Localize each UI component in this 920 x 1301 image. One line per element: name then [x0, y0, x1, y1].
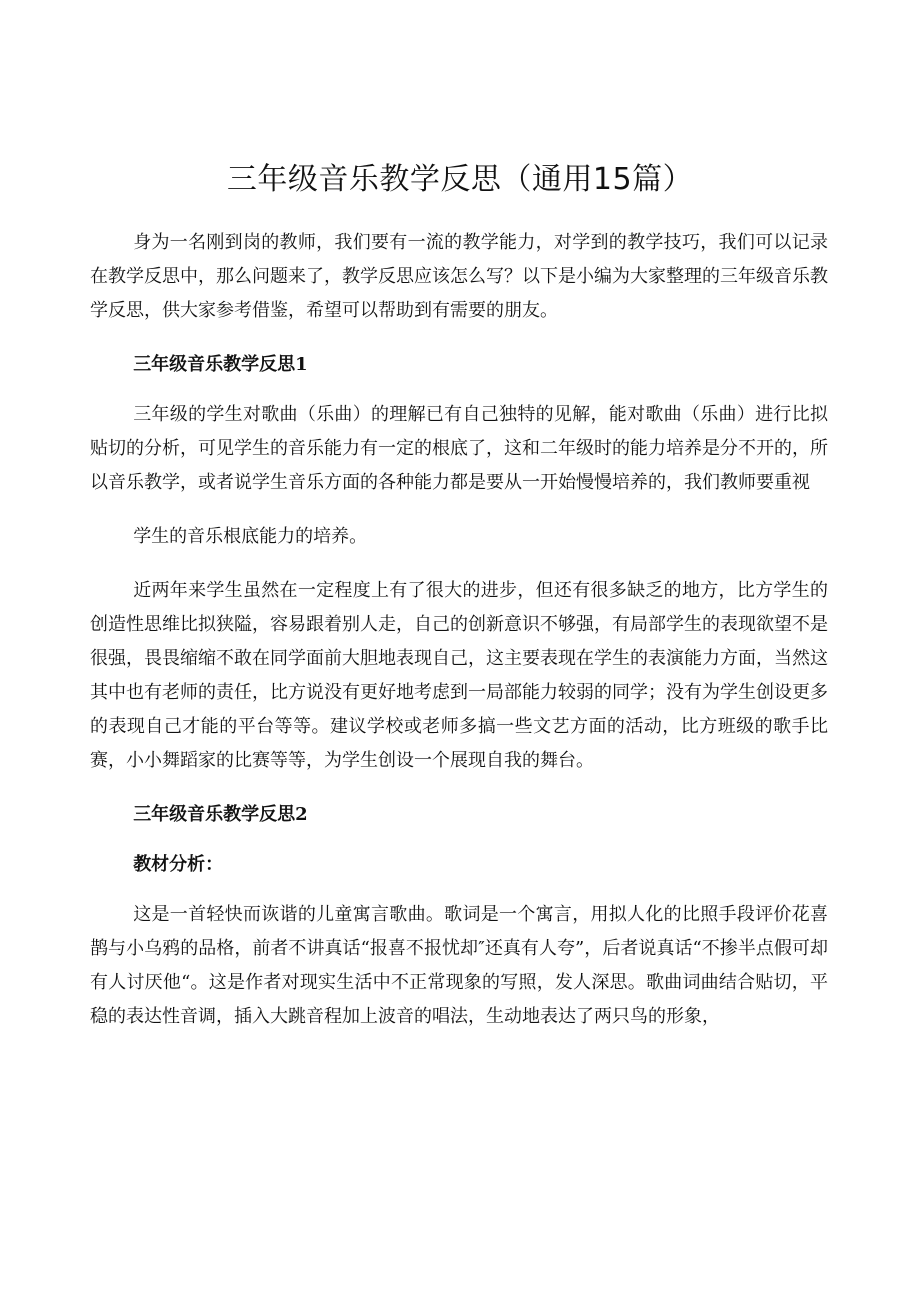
intro-paragraph: 身为一名刚到岗的教师，我们要有一流的教学能力，对学到的教学技巧，我们可以记录在教学反思中，那么问题来了，教学反思应该怎么写？以下是小编为大家整理的三年级音乐教学反思，供大家参考借鉴，希望可以帮助到有需要的朋友。: [90, 232, 828, 321]
section-2-paragraph-1: 这是一首轻快而诙谐的儿童寓言歌曲。歌词是一个寓言，用拟人化的比照手段评价花喜鹊与小乌鸦的品格，前者不讲真话“报喜不报忧却″还真有人夸”，后者说真话“不掺半点假可却有人讨厌他“。这是作者对现实生活中不正常现象的写照，发人深思。歌曲词曲结合贴切，平稳的表达性音调，插入大跳音程加上波音的唱法，生动地表达了两只鸟的形象，: [90, 904, 828, 1027]
section-1-paragraph-1: 三年级的学生对歌曲（乐曲）的理解已有自己独特的见解，能对歌曲（乐曲）进行比拟贴切的分析，可见学生的音乐能力有一定的根底了，这和二年级时的能力培养是分不开的，所以音乐教学，或者说学生音乐方面的各种能力都是要从一开始慢慢培养的，我们教师要重视: [90, 404, 828, 493]
section-1-paragraph-3: 近两年来学生虽然在一定程度上有了很大的进步，但还有很多缺乏的地方，比方学生的创造性思维比拟狭隘，容易跟着别人走，自己的创新意识不够强，有局部学生的表现欲望不是很强，畏畏缩缩不敢在同学面前大胆地表现自己，这主要表现在学生的表演能力方面，当然这其中也有老师的责任，比方说没有更好地考虑到一局部能力较弱的同学；没有为学生创设更多的表现自己才能的平台等等。建议学校或老师多搞一些文艺方面的活动，比方班级的歌手比赛，小小舞蹈家的比赛等等，为学生创设一个展现自我的舞台。: [90, 580, 828, 771]
section-1-paragraph-2: 学生的音乐根底能力的培养。: [133, 526, 368, 547]
document-body: [90, 226, 828, 1034]
section-2-subheading: 教材分析：: [133, 854, 224, 875]
page-title: 三年级音乐教学反思（通用15篇）: [226, 162, 694, 197]
section-2-heading: 三年级音乐教学反思2: [133, 804, 308, 825]
section-1-heading: 三年级音乐教学反思1: [133, 354, 308, 375]
